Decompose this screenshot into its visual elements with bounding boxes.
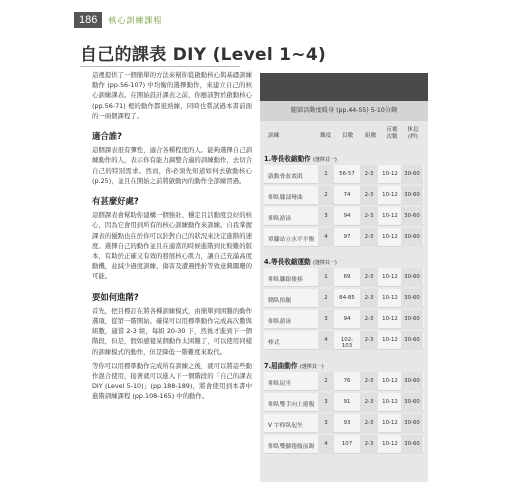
page-title: 自己的課表 DIY (Level 1~4) (80, 45, 327, 65)
difficulty-cell: 2 (318, 372, 334, 391)
group-title (264, 256, 337, 266)
reps-cell: 10-12 (382, 337, 398, 343)
group-title (264, 360, 324, 370)
sets-cell: 2-3 (360, 268, 378, 287)
rest-cell: 30-60 (401, 228, 423, 247)
difficulty-cell: 1 (318, 165, 334, 184)
difficulty-cell: 3 (318, 414, 334, 433)
reps-cell: 10-12 (382, 420, 398, 426)
rest-cell: 30-60 (401, 414, 423, 433)
reps-cell: 10-12 (382, 192, 398, 198)
reps-cell: 10-12 (382, 441, 398, 447)
page-cell: 74 (343, 192, 351, 198)
sets-cell: 2-3 (360, 393, 378, 412)
group-note: (選擇其一) (299, 364, 324, 370)
page-cell: 69 (343, 274, 351, 280)
table-row (264, 331, 424, 350)
difficulty-cell: 2 (318, 289, 334, 308)
rest-cell: 30-60 (401, 165, 423, 184)
page-cell: 94 (343, 316, 351, 322)
page-cell: 97 (343, 234, 351, 240)
rest-cell: 30-60 (401, 435, 423, 454)
section-heading: 要如何進階? (92, 291, 139, 302)
exercise-name: 仰臥游泳 (268, 216, 292, 222)
exercise-name: 仰臥雙手向上捲腹 (268, 402, 315, 408)
table-row (264, 207, 424, 226)
exercise-name: 單腳站立水平平衡 (268, 237, 315, 243)
col-exercise: 訓練 (268, 133, 280, 139)
rest-cell: 30-60 (401, 393, 423, 412)
table-row (264, 435, 424, 454)
col-difficulty: 難度 (320, 133, 332, 139)
rest-cell: 30-60 (401, 268, 423, 287)
page-cell: 102-103 (340, 337, 354, 349)
col-reps: 反覆次數 (386, 127, 398, 140)
chapter-title: 核心訓練課程 (108, 15, 163, 25)
reps-cell: 10-12 (382, 295, 398, 301)
table-row (264, 268, 424, 287)
sets-cell: 2-3 (360, 289, 378, 308)
col-rest: 休息(秒) (407, 127, 419, 140)
table-row (264, 228, 424, 247)
panel-header-bar (260, 73, 428, 101)
page-cell: 91 (343, 399, 351, 405)
sets-cell: 2-3 (360, 372, 378, 391)
reps-cell: 10-12 (382, 213, 398, 219)
page-cell: 93 (343, 420, 351, 426)
sets-cell: 2-3 (360, 310, 378, 329)
page-cell: 107 (341, 441, 353, 447)
rest-cell: 30-60 (401, 310, 423, 329)
sets-cell: 2-3 (360, 186, 378, 205)
sets-cell: 2-3 (360, 207, 378, 226)
exercise-name: 棒式 (268, 340, 280, 346)
section-heading: 有甚麼好處? (92, 196, 139, 207)
page-cell: 94 (343, 213, 351, 219)
exercise-name: V 字仰臥起坐 (268, 423, 303, 429)
rest-cell: 30-60 (401, 331, 423, 350)
sets-cell: 2-3 (360, 331, 378, 350)
rest-cell: 30-60 (401, 186, 423, 205)
difficulty-cell: 3 (318, 310, 334, 329)
table-row (264, 310, 424, 329)
reps-cell: 10-12 (382, 274, 398, 280)
exercise-name: 啟動骨盆底肌 (268, 174, 303, 180)
section-paragraph: 首先，把目標訂在將各種訓練模式，由簡單到困難的動作選項，從第一階開始。確保可以用標準動作完成高次數與組數，適當 2-3 組，每組 20-30 下，然後才進到下一個階段，但是，假如感覺某個動作太困難了，可以使用同樣的訓練模式的動作，但是降低一階難度來取代。 (92, 306, 252, 356)
reps-cell: 10-12 (382, 234, 398, 240)
group-note: (選擇其一) (312, 157, 337, 163)
sets-cell: 2-3 (360, 165, 378, 184)
rest-cell: 30-60 (401, 372, 423, 391)
reps-cell: 10-12 (382, 399, 398, 405)
rest-cell: 30-60 (401, 207, 423, 226)
exercise-name: 仰臥游泳 (268, 319, 292, 325)
difficulty-cell: 3 (318, 207, 334, 226)
table-row (264, 165, 424, 184)
col-page: 頁數 (342, 133, 354, 139)
exercise-name: 側臥抬腿 (268, 298, 292, 304)
section-heading: 適合誰? (92, 131, 122, 142)
difficulty-cell: 4 (318, 228, 334, 247)
page-header (74, 10, 492, 30)
difficulty-cell: 4 (318, 331, 334, 350)
intro-paragraph: 這裡提供了一個簡單的方法來幫你從啟動核心與基礎訓練動作 (pp.56-107) 中均衡的選擇動作，來建立自己的核心訓練課表。在開始設計課表之前，你應該對於啟動核心 (pp.56-71) 裡的動作都很熟練，同時也嘗試過本書前面的一兩個課程了。 (92, 71, 252, 120)
difficulty-cell: 2 (318, 186, 334, 205)
table-row (264, 289, 424, 308)
sets-cell: 2-3 (360, 435, 378, 454)
reps-cell: 10-12 (382, 316, 398, 322)
page-cell: 84-85 (339, 295, 355, 301)
body-column (92, 70, 252, 406)
column-headers (260, 123, 428, 149)
section-paragraph: 等你可以用標準動作完成所有訓練之後，就可以將這些動作混合使用，接著就可以進入下一個階段的「自己的課表 DIY (Level 5-10)」(pp.188-189)，將會使用到本書中進階訓練課程 (pp.108-165) 中的動作。 (92, 361, 252, 401)
col-sets: 組數 (365, 133, 377, 139)
difficulty-cell: 3 (318, 393, 334, 412)
page-cell: 56-57 (339, 171, 355, 177)
reps-cell: 10-12 (382, 378, 398, 384)
exercise-name: 仰臥雙腳捲腹前踢 (268, 444, 315, 450)
table-row (264, 414, 424, 433)
section-paragraph: 這個課表很有彈性，適合各種程度的人。能夠選擇自己訓練動作的人，表示你有能力調整合適的訓練動作，去切合自己的特別需求。然而，你必須先知道如何去啟動核心 (p.25)，並且在開始之前將啟動內的動作全部練習過。 (92, 146, 252, 185)
group-title-text: 4.等長收縮運動 (264, 258, 311, 266)
rest-cell: 30-60 (401, 289, 423, 308)
title-divider (80, 66, 240, 67)
exercise-name: 仰臥腳跟後移 (268, 277, 303, 283)
exercise-name: 仰臥屈坐 (268, 381, 292, 387)
table-row (264, 372, 424, 391)
group-note: (選擇其一) (312, 260, 337, 266)
table-row (264, 186, 424, 205)
difficulty-cell: 1 (318, 268, 334, 287)
warmup-note: 腿部活動度暖身 (pp.44-55) 5-10分鐘 (260, 101, 428, 121)
group-title (264, 153, 337, 163)
page-cell: 76 (343, 378, 351, 384)
page-number: 186 (74, 12, 102, 28)
section-paragraph: 這個課表會幫助你建構一個強壯、穩定且活動度良好的核心，因為它會用到所有的核心訓練動作來訓練。自我掌握課表的優點也在於你可以針對自己的狀況來決定進階的速度。選擇自己的動作並且在適當的時候進階到比較難的版本，有助於正確又有效的發展核心肌力，讓自己充滿高度動機，並減少過度訓練、傷害及遭遇挫折等致意興闌珊的可能。 (92, 211, 252, 281)
table-row (264, 393, 424, 412)
workout-table-panel (260, 73, 428, 482)
group-title-text: 7.屈曲動作 (264, 362, 298, 370)
group-title-text: 1.等長收縮動作 (264, 155, 311, 163)
difficulty-cell: 4 (318, 435, 334, 454)
sets-cell: 2-3 (360, 414, 378, 433)
reps-cell: 10-12 (382, 171, 398, 177)
sets-cell: 2-3 (360, 228, 378, 247)
exercise-name: 仰臥膝部彎曲 (268, 195, 303, 201)
